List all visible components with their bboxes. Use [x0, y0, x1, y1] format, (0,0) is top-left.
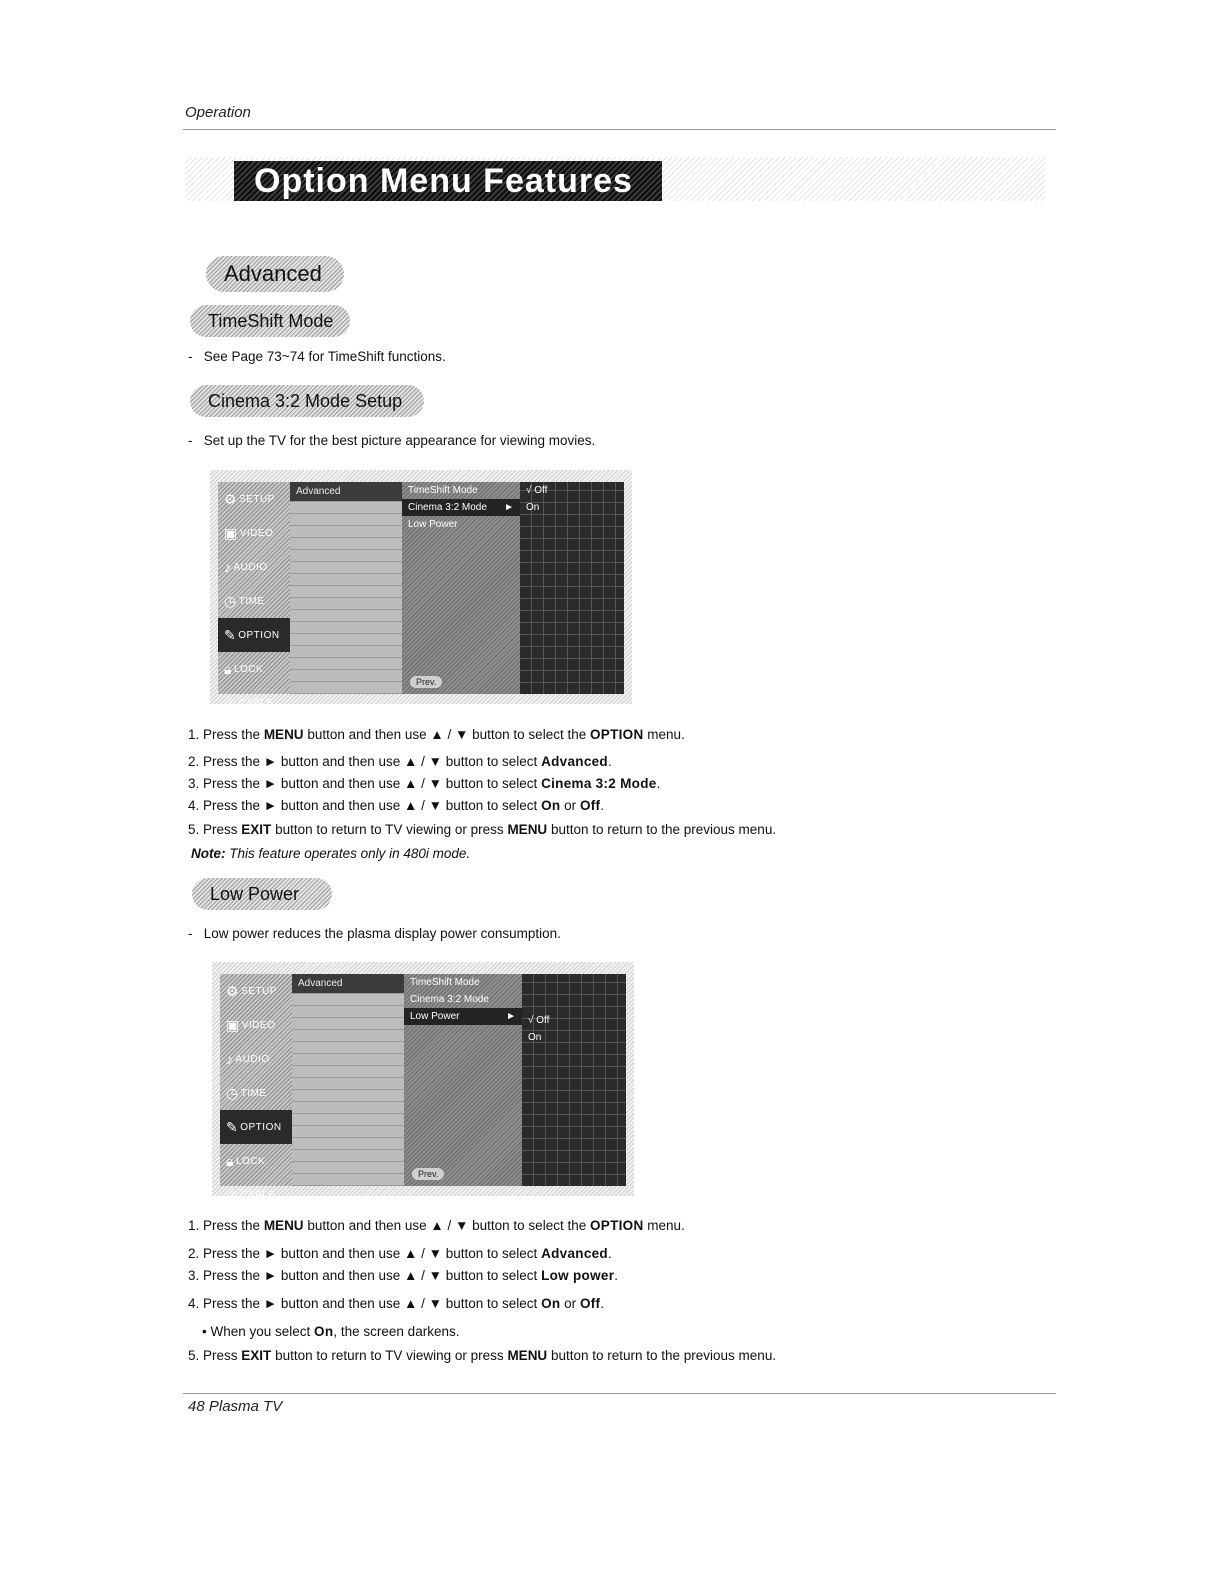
lock-icon: 🔒︎: [226, 1152, 234, 1169]
section-header: Operation: [185, 104, 251, 121]
osd-sidebar-item-option: ✎ OPTION: [220, 1110, 292, 1144]
timeshift-desc: - See Page 73~74 for TimeShift functions.: [188, 349, 446, 364]
top-rule: [183, 129, 1056, 130]
osd-value-off: √ Off: [526, 485, 548, 496]
osd-screenshot-lowpower: [212, 962, 634, 1203]
cinema-heading: Cinema 3:2 Mode Setup: [190, 385, 424, 417]
lowpower-step-3: 3. Press the ► button and then use ▲ / ▼ button to select Low power.: [188, 1268, 619, 1283]
osd-panel-values: [522, 974, 626, 1186]
cinema-note: Note: This feature operates only in 480i mode.: [191, 846, 471, 861]
option-icon: ✎: [226, 1118, 239, 1135]
osd-item-lowpower: Low Power: [408, 519, 458, 530]
osd-sidebar-item-setup: ⚙ SETUP: [226, 982, 277, 999]
lowpower-step-1: 1. Press the MENU button and then use ▲ / ▼ button to select the OPTION menu.: [188, 1218, 685, 1233]
cable-icon: ✓: [226, 1186, 239, 1203]
cinema-step-4: 4. Press the ► button and then use ▲ / ▼ button to select On or Off.: [188, 798, 605, 813]
osd-sidebar-item-time: ◷ TIME: [226, 1084, 267, 1101]
osd-sidebar-item-cable: ✓ CABLE: [224, 694, 274, 711]
osd-panel-items: [402, 482, 520, 694]
osd-panel-menu: [290, 482, 402, 694]
osd-sidebar-item-video: ▣ VIDEO: [226, 1016, 276, 1033]
video-icon: ▣: [226, 1016, 240, 1033]
osd-item-timeshift: TimeShift Mode: [408, 485, 478, 496]
lowpower-step-4: 4. Press the ► button and then use ▲ / ▼ button to select On or Off.: [188, 1296, 605, 1311]
osd-panel-values: [520, 482, 624, 694]
cable-icon: ✓: [224, 694, 237, 711]
cinema-step-5: 5. Press EXIT button to return to TV viewing or press MENU button to return to the previous menu.: [188, 822, 777, 837]
osd-sidebar-item-cable: ✓ CABLE: [226, 1186, 276, 1203]
osd-value-on: On: [526, 502, 540, 513]
gear-icon: ⚙: [226, 982, 240, 999]
lowpower-step-2: 2. Press the ► button and then use ▲ / ▼ button to select Advanced.: [188, 1246, 612, 1261]
option-icon: ✎: [224, 626, 237, 643]
osd-sidebar-item-option: ✎ OPTION: [218, 618, 290, 652]
osd-item-cinema: Cinema 3:2 Mode ►: [402, 499, 520, 516]
clock-icon: ◷: [224, 592, 237, 609]
osd-sidebar-item-audio: ♪ AUDIO: [226, 1051, 270, 1067]
cinema-step-2: 2. Press the ► button and then use ▲ / ▼ button to select Advanced.: [188, 754, 612, 769]
page-footer: 48 Plasma TV: [188, 1398, 283, 1415]
lowpower-bullet: • When you select On, the screen darkens.: [202, 1324, 460, 1339]
osd-item-lowpower: Low Power ►: [404, 1008, 522, 1025]
osd-sidebar-item-audio: ♪ AUDIO: [224, 559, 268, 575]
osd-sidebar-item-time: ◷ TIME: [224, 592, 265, 609]
lowpower-heading: Low Power: [192, 878, 332, 910]
osd-sidebar-item-setup: ⚙ SETUP: [224, 490, 275, 507]
bottom-rule: [183, 1393, 1056, 1394]
osd-panel-items: [404, 974, 522, 1186]
osd-prev-icon: Prev.: [412, 1168, 444, 1180]
osd-panel-header: Advanced: [290, 482, 402, 501]
timeshift-heading: TimeShift Mode: [190, 305, 350, 337]
cinema-desc: - Set up the TV for the best picture appearance for viewing movies.: [188, 433, 596, 448]
osd-sidebar-item-lock: 🔒︎ LOCK: [226, 1152, 266, 1169]
osd-panel-header: Advanced: [292, 974, 404, 993]
video-icon: ▣: [224, 524, 238, 541]
osd-sidebar: [220, 974, 292, 1203]
osd-sidebar-item-lock: 🔒︎ LOCK: [224, 660, 264, 677]
osd-panel-menu: [292, 974, 404, 1186]
clock-icon: ◷: [226, 1084, 239, 1101]
lowpower-desc: - Low power reduces the plasma display power consumption.: [188, 926, 561, 941]
page-title: Option Menu Features: [234, 161, 662, 201]
osd-screenshot-cinema: [210, 470, 632, 711]
gear-icon: ⚙: [224, 490, 238, 507]
osd-item-timeshift: TimeShift Mode: [410, 977, 480, 988]
osd-sidebar-item-video: ▣ VIDEO: [224, 524, 274, 541]
audio-icon: ♪: [224, 559, 232, 575]
cinema-step-1: 1. Press the MENU button and then use ▲ / ▼ button to select the OPTION menu.: [188, 727, 685, 742]
audio-icon: ♪: [226, 1051, 234, 1067]
lowpower-step-5: 5. Press EXIT button to return to TV viewing or press MENU button to return to the previous menu.: [188, 1348, 777, 1363]
cinema-step-3: 3. Press the ► button and then use ▲ / ▼ button to select Cinema 3:2 Mode.: [188, 776, 661, 791]
advanced-heading: Advanced: [206, 256, 344, 292]
osd-sidebar: [218, 482, 290, 711]
osd-value-off: √ Off: [528, 1015, 550, 1026]
osd-item-cinema: Cinema 3:2 Mode: [410, 994, 489, 1005]
lock-icon: 🔒︎: [224, 660, 232, 677]
osd-prev-icon: Prev.: [410, 676, 442, 688]
osd-value-on: On: [528, 1032, 542, 1043]
